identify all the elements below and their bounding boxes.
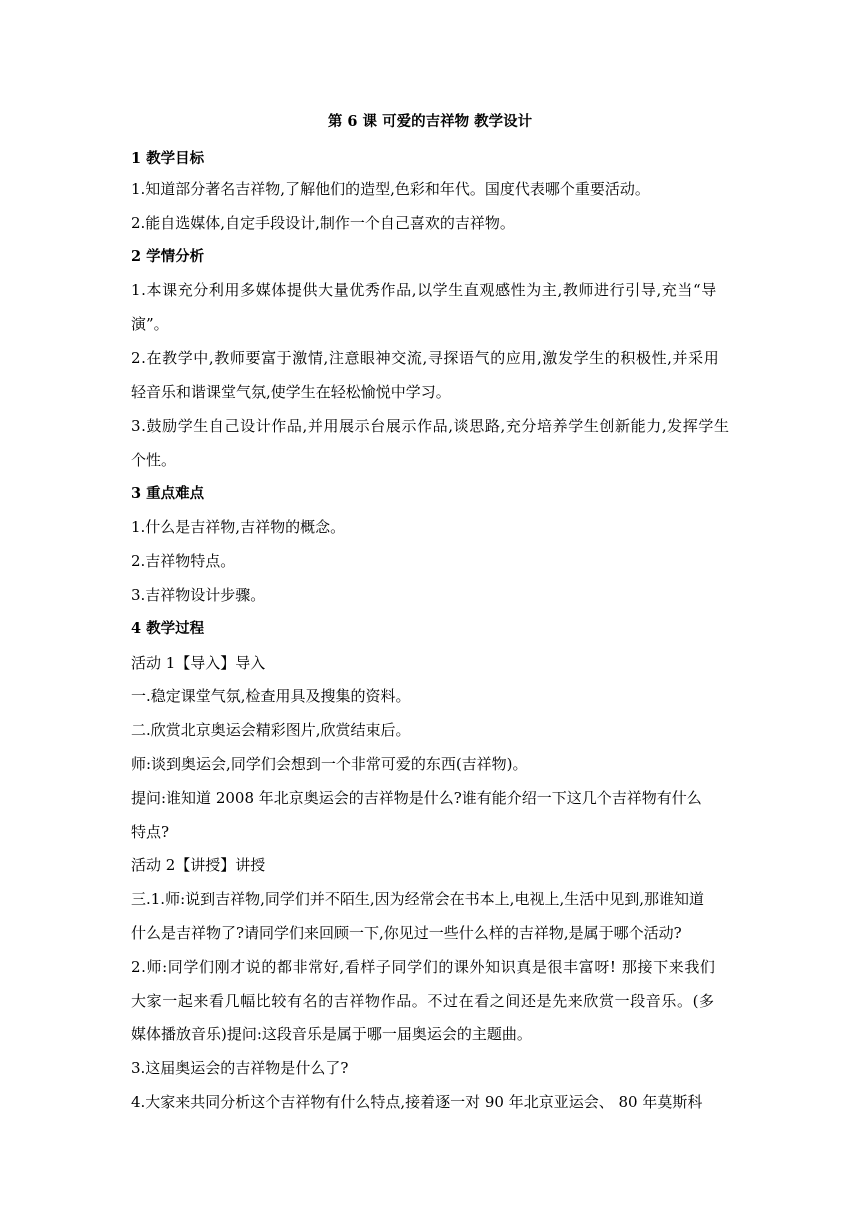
text-line: 提问:谁知道 2008 年北京奥运会的吉祥物是什么?谁有能介绍一下这几个吉祥物有什么 xyxy=(131,789,702,807)
text-line: 媒体播放音乐)提问:这段音乐是属于哪一届奥运会的主题曲。 xyxy=(131,1025,532,1043)
text-line: 个性。 xyxy=(131,451,177,469)
section-heading: 1 教学目标 xyxy=(131,150,205,167)
text-line: 活动 2【讲授】讲授 xyxy=(131,856,266,874)
text-line: 2.能自选媒体,自定手段设计,制作一个自己喜欢的吉祥物。 xyxy=(131,214,515,232)
section-heading: 2 学情分析 xyxy=(131,248,205,265)
text-line: 2.师:同学们刚才说的都非常好,看样子同学们的课外知识真是很丰富呀! 那接下来我们 xyxy=(131,958,716,976)
text-line: 1.知道部分著名吉祥物,了解他们的造型,色彩和年代。国度代表哪个重要活动。 xyxy=(131,180,650,198)
text-line: 三.1.师:说到吉祥物,同学们并不陌生,因为经常会在书本上,电视上,生活中见到,那谁知道 xyxy=(131,890,704,908)
document-title: 第 6 课 可爱的吉祥物 教学设计 xyxy=(327,113,533,130)
section-heading: 4 教学过程 xyxy=(131,620,205,637)
text-line: 1.什么是吉祥物,吉祥物的概念。 xyxy=(131,518,346,536)
text-line: 3.这届奥运会的吉祥物是什么了? xyxy=(131,1059,349,1077)
text-line: 2.吉祥物特点。 xyxy=(131,552,236,570)
text-line: 一.稳定课堂气氛,检查用具及搜集的资料。 xyxy=(131,687,411,705)
text-line: 1.本课充分利用多媒体提供大量优秀作品,以学生直观感性为主,教师进行引导,充当“导 xyxy=(131,281,717,299)
text-line: 3.鼓励学生自己设计作品,并用展示台展示作品,谈思路,充分培养学生创新能力,发挥学生 xyxy=(131,417,730,435)
text-line: 师:谈到奥运会,同学们会想到一个非常可爱的东西(吉祥物)。 xyxy=(131,755,528,773)
text-line: 2.在教学中,教师要富于激情,注意眼神交流,寻探语气的应用,激发学生的积极性,并采用 xyxy=(131,349,720,367)
text-line: 特点? xyxy=(131,823,170,841)
text-line: 4.大家来共同分析这个吉祥物有什么特点,接着逐一对 90 年北京亚运会、 80 年莫斯科 xyxy=(131,1093,703,1111)
text-line: 3.吉祥物设计步骤。 xyxy=(131,586,266,604)
text-line: 二.欣赏北京奥运会精彩图片,欣赏结束后。 xyxy=(131,721,411,739)
text-line: 演”。 xyxy=(131,315,169,333)
section-heading: 3 重点难点 xyxy=(131,485,205,502)
text-line: 什么是吉祥物了?请同学们来回顾一下,你见过一些什么样的吉祥物,是属于哪个活动? xyxy=(131,924,682,942)
text-line: 轻音乐和谐课堂气氛,使学生在轻松愉悦中学习。 xyxy=(131,383,451,401)
text-line: 大家一起来看几幅比较有名的吉祥物作品。不过在看之间还是先来欣赏一段音乐。(多 xyxy=(131,992,715,1010)
text-line: 活动 1【导入】导入 xyxy=(131,654,266,672)
